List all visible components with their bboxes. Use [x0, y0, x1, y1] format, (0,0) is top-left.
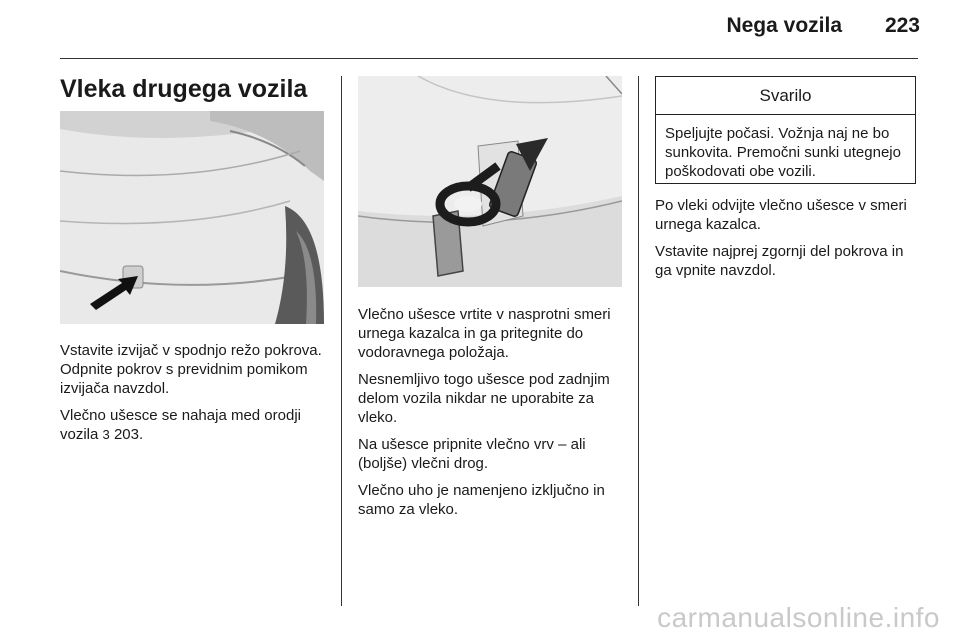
- warning-heading: Svarilo: [656, 77, 915, 115]
- warning-text: Speljujte počasi. Vožnja naj ne bo sunkovita. Premočni sunki utegnejo poškodovati obe vozili.: [665, 125, 901, 180]
- figure-towing-eye: [358, 76, 622, 287]
- paragraph-with-page-reference: [60, 406, 328, 444]
- rear-bumper-illustration: [60, 111, 324, 324]
- page-reference-icon: 3: [102, 427, 110, 442]
- paragraph: Vstavite najprej zgornji del pokrova in ga vpnite navzdol.: [655, 243, 904, 279]
- paragraph: Vlečno uho je namenjeno izključno in samo za vleko.: [358, 482, 605, 518]
- page-number: 223: [884, 14, 920, 37]
- header-divider: [60, 58, 918, 59]
- paragraph-text: Vlečno ušesce se nahaja med orodji vozila: [60, 407, 301, 443]
- column-3-text: [655, 196, 920, 288]
- paragraph: Po vleki odvijte vlečno ušesce v smeri urnega kazalca.: [655, 197, 907, 233]
- paragraph: Vlečno ušesce vrtite v nasprotni smeri urnega kazalca in ga pritegnite do vodoravnega položaja.: [358, 306, 611, 361]
- paragraph: Nesnemljivo togo ušesce pod zadnjim delom vozila nikdar ne uporabite za vleko.: [358, 371, 610, 426]
- paragraph: Vstavite izvijač v spodnjo režo pokrova. Odpnite pokrov s previdnim pomikom izvijača navzdol.: [60, 342, 322, 397]
- section-title: Vleka drugega vozila: [60, 75, 308, 103]
- page-reference-number[interactable]: 203.: [113, 426, 144, 443]
- column-divider-1: [341, 76, 342, 606]
- column-divider-2: [638, 76, 639, 606]
- figure-rear-bumper-cover: [60, 111, 324, 324]
- watermark: carmanualsonline.info: [657, 602, 940, 633]
- running-header-title: Nega vozila: [726, 14, 842, 37]
- column-2-text: [358, 305, 628, 527]
- warning-box: [655, 76, 916, 184]
- towing-eye-illustration: [358, 76, 622, 287]
- paragraph: Na ušesce pripnite vlečno vrv – ali (boljše) vlečni drog.: [358, 436, 586, 472]
- column-1-text: [60, 341, 328, 452]
